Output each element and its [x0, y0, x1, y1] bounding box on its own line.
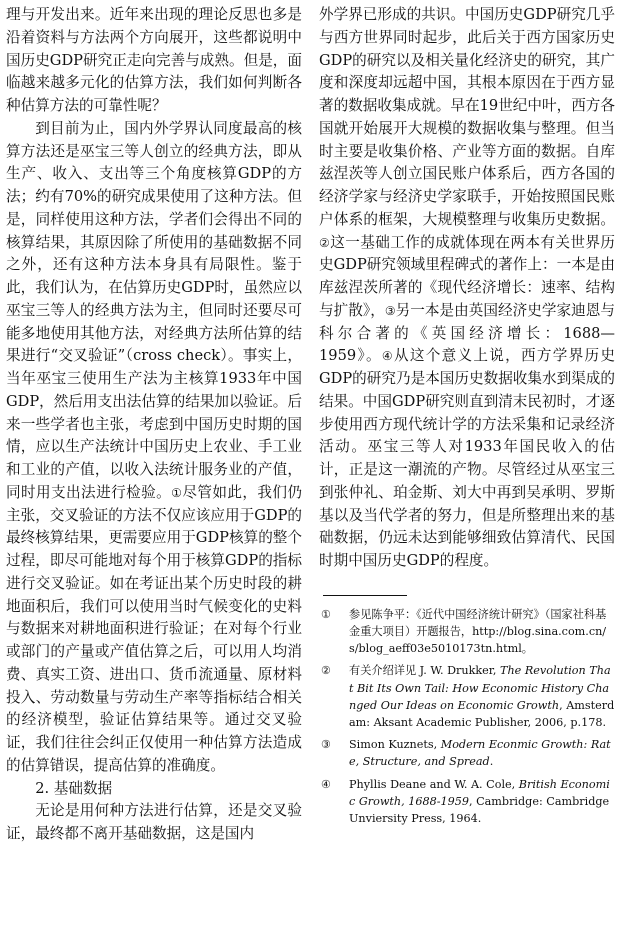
- paragraph-text: 尽管如此，我们仍主张，交叉验证的方法不仅应该应用于GDP的最终核算结果，更需要应用于GDP核算的整个过程，即尽可能地对每个用于核算GDP的指标进行交叉验证。如在考证出某个历史时段的耕地面积后，我们可以使用当时气候变化的史料与数据来对耕地面积进行验证；在对每个行业或部门的产量或产值估算之后，可以用人均消费、真实工资、进出口、货币流通量、原材料投入、劳动数量与劳动生产率等指标结合相关的经济模型，验证估算结果等。通过交叉验证，我们往往会纠正仅使用一种估算方法造成的估算错误，提高估算的准确度。: [6, 483, 302, 774]
- paragraph-text: 另一本是由英国经济史学家迪恩与科尔合著的《英国经济增长：1688—1959》。: [319, 301, 615, 365]
- footnote-number: ④: [321, 777, 332, 791]
- footnote-number: ①: [321, 607, 332, 621]
- footnote-3: [319, 736, 615, 770]
- citation-publisher: , Cambridge: Cambridge Unviersity Press, 1964.: [349, 794, 610, 825]
- footnote-text: [349, 736, 615, 770]
- footnote-number: ③: [321, 738, 332, 752]
- paragraph-basic-data: 无论是用何种方法进行估算，还是交叉验证，最终都不离开基础数据，这是国内: [6, 802, 302, 842]
- citation-author: Simon Kuznets,: [349, 738, 441, 752]
- footnote-text: 参见陈争平：《近代中国经济统计研究》（国家社科基金重大项目）开题报告，http://blog.sina.com.cn/s/blog_aeff03e5010173tn.html。: [349, 607, 607, 656]
- citation-publisher: .: [489, 755, 494, 769]
- citation-publisher: , Amsterdam: Aksant Academic Publisher, 2006, p.178.: [349, 698, 615, 729]
- footnote-divider: [323, 595, 407, 596]
- footnote-4: [319, 776, 615, 828]
- paragraph-continued: 理与开发出来。近年来出现的理论反思也多是沿着资料与方法两个方向展开，这些都说明中国历史GDP研究正走向完善与成熟。但是，面临越来越多元化的估算方法，我们如何判断各种估算方法的可靠性呢？: [6, 6, 302, 114]
- left-column: [6, 4, 302, 846]
- footnote-ref-3: ③: [384, 303, 396, 318]
- paragraph-text: 这一基础工作的成就体现在两本有关世界历史GDP研究领域里程碑式的著作上：一本是由库兹涅茨所著的《现代经济增长：速率、结构与扩散》，: [319, 233, 615, 319]
- paragraph-cross-check: [6, 118, 302, 778]
- citation-author: 有关介绍详见 J. W. Drukker,: [349, 664, 500, 678]
- footnote-ref-1: ①: [171, 485, 183, 500]
- footnote-2: [319, 662, 615, 731]
- paragraph-continued: [319, 4, 615, 573]
- footnote-number: ②: [321, 664, 332, 678]
- footnote-text: [349, 662, 615, 731]
- footnote-ref-4: ④: [381, 349, 394, 364]
- citation-title: The Revolution That Bit Its Own Tail: How Economic History Changed Our Ideas on Economic Growth: [349, 664, 611, 712]
- right-column: [319, 4, 615, 832]
- paragraph-text: 外学界已形成的共识。中国历史GDP研究几乎与西方世界同时起步，此后关于西方国家历史GDP的研究以及相关量化经济史的研究，其广度和深度却远超中国，其根本原因在于西方显著的数据收集成就。早在19世纪中叶，西方各国就开始展开大规模的数据收集与整理。但当时主要是收集价格、产业等方面的数据。自库兹涅茨等人创立国民账户体系后，西方各国的经济学家与经济史学家联手，开始按照国民账户体系的框架，大规模整理与收集历史数据。: [319, 6, 615, 228]
- section-heading: 2. 基础数据: [35, 779, 113, 797]
- paragraph-text: 到目前为止，国内外学界认同度最高的核算方法还是巫宝三等人创立的经典方法，即从生产、收入、支出等三个角度核算GDP的方法；约有70%的研究成果使用了这种方法。但是，同样使用这种方法，学者们会得出不同的核算结果，其原因除了所使用的基础数据不同之外，还有这种方法本身具有局限性。鉴于此，我们认为，在估算历史GDP时，虽然应以巫宝三等人的经典方法为主，但同时还要尽可能多地使用其他方法，对经典方法所估算的结果进行“交叉验证”（cross check）。事实上，当年巫宝三使用生产法为主核算1933年中国GDP，然后用支出法估算的结果加以验证。后来一些学者也主张，考虑到中国历史时期的国情，应以生产法统计中国历史上农业、手工业和工业的产值，以收入法统计服务业的产值，同时用支出法进行检验。: [6, 119, 302, 501]
- footnote-1: [319, 606, 615, 658]
- paragraph-text: 从这个意义上说，西方学界历史GDP的研究乃是本国历史数据收集水到渠成的结果。中国GDP研究则直到清末民初时，才逐步使用西方现代统计学的方法采集和记录经济活动。巫宝三等人对1933年国民收入的估计，正是这一潮流的产物。尽管经过从巫宝三到张仲礼、珀金斯、刘大中再到吴承明、罗斯基以及当代学者的努力，但是所整理出来的基础数据，仍远未达到能够细致估算清代、民国时期中国历史GDP的程度。: [319, 347, 615, 569]
- citation-title: British Economic Growth, 1688-1959: [349, 777, 610, 808]
- citation-author: Phyllis Deane and W. A. Cole,: [349, 777, 519, 791]
- footnote-text: [349, 776, 615, 828]
- footnotes: [319, 606, 615, 827]
- footnote-ref-2: ②: [319, 235, 331, 250]
- citation-title: Modern Econmic Growth: Rate, Structure, and Spread: [349, 738, 611, 769]
